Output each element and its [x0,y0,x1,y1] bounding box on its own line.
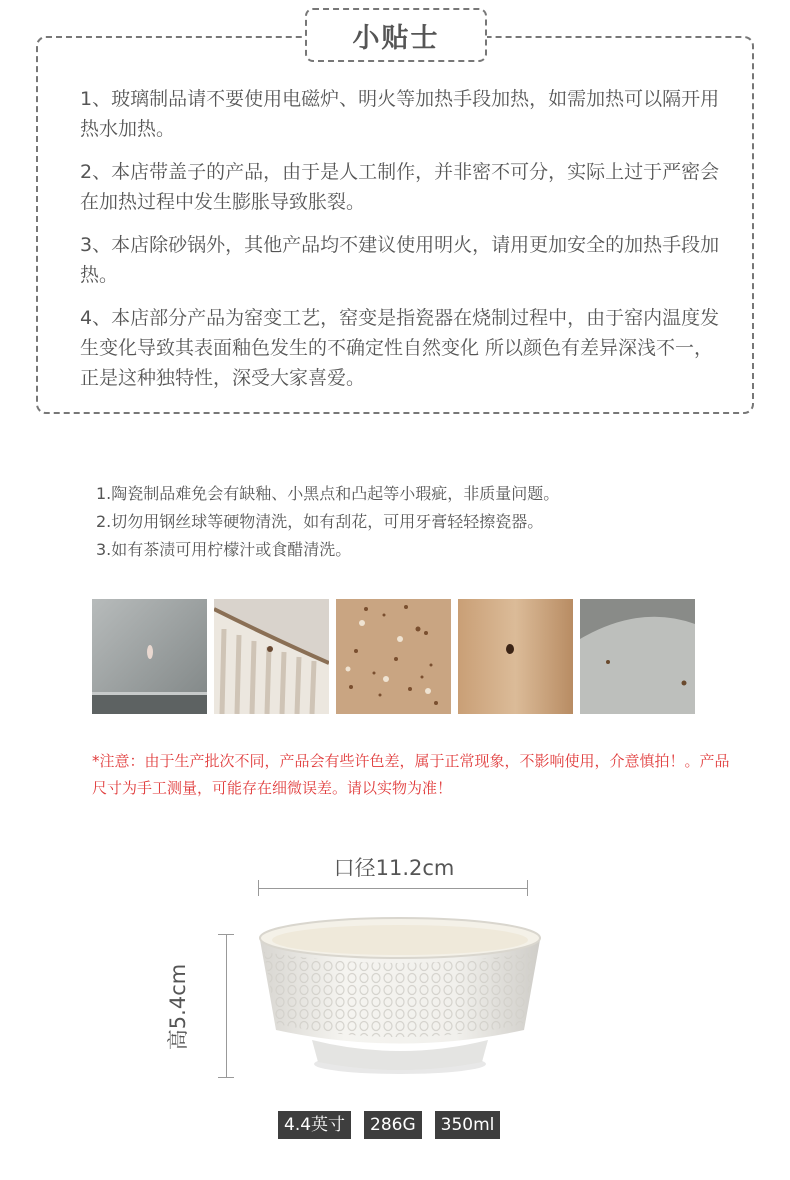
height-label: 高5.4cm [166,963,190,1051]
bowl-product-image [250,912,550,1082]
photo-grey-glaze-small-dots [580,599,695,714]
spec-badges [278,1111,500,1139]
photo-ribbed-rim-chip [214,599,329,714]
tip-item-3: 3、本店除砂锅外，其他产品均不建议使用明火，请用更加安全的加热手段加热。 [80,234,720,286]
diameter-tick-left [258,880,259,896]
color-difference-note: *注意：由于生产批次不同，产品会有些许色差，属于正常现象，不影响使用，介意慎拍！。产品尺寸为手工测量，可能存在细微误差。请以实物为准！ [92,752,730,797]
photo-grey-glaze-flaw [92,599,207,714]
diameter-line [258,888,528,889]
tip-item-4: 4、本店部分产品为窑变工艺，窑变是指瓷器在烧制过程中，由于窑内温度发生变化导致其表面釉色发生的不确定性自然变化 所以颜色有差异深浅不一，正是这种独特性，深受大家喜爱。 [80,307,720,389]
spec-capacity: 350ml [435,1111,501,1139]
height-tick-bottom [218,1077,234,1078]
spec-size: 4.4英寸 [278,1111,351,1139]
flaw-photo-strip [92,599,698,714]
care-item-3: 3.如有茶渍可用柠檬汁或食醋清洗。 [96,540,352,559]
diameter-tick-right [527,880,528,896]
photo-tan-glaze-dark-dot [458,599,573,714]
care-item-1: 1.陶瓷制品难免会有缺釉、小黑点和凸起等小瑕疵，非质量问题。 [96,484,560,503]
spec-weight: 286G [364,1111,422,1139]
height-tick-top [218,934,234,935]
height-line [226,934,227,1078]
diameter-label: 口径11.2cm [333,856,455,880]
tip-item-2: 2、本店带盖子的产品，由于是人工制作，并非密不可分，实际上过于严密会在加热过程中发生膨胀导致胀裂。 [80,161,720,213]
care-item-2: 2.切勿用钢丝球等硬物清洗，如有刮花，可用牙膏轻轻擦瓷器。 [96,512,544,531]
tips-title: 小贴士 [305,8,487,62]
photo-speckled-brown-glaze [336,599,451,714]
tip-item-1: 1、玻璃制品请不要使用电磁炉、明火等加热手段加热，如需加热可以隔开用热水加热。 [80,88,720,140]
tips-list [80,84,720,406]
care-list [96,480,716,564]
